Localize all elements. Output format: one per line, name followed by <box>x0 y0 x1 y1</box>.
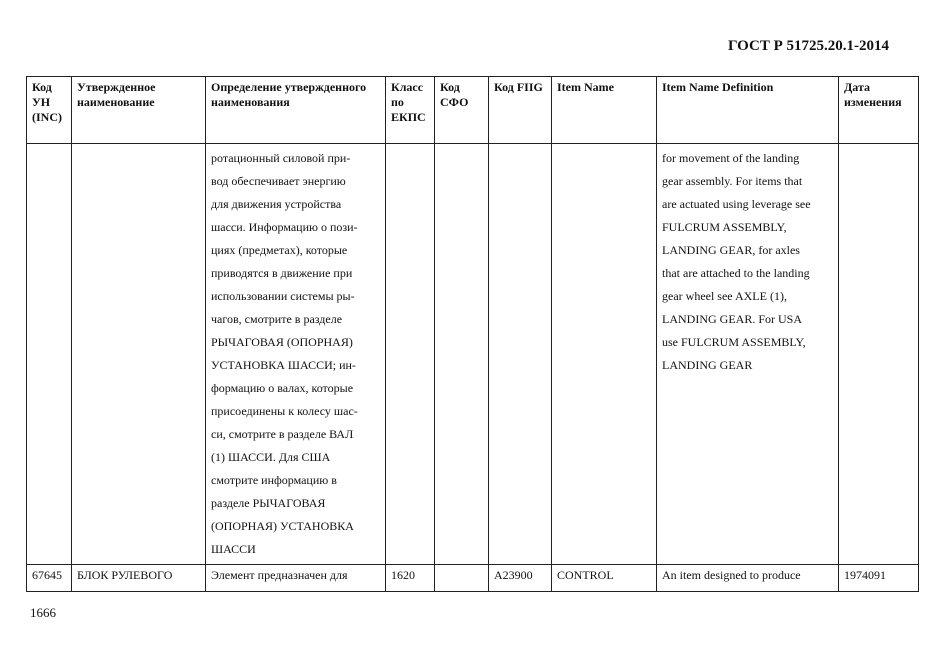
cell-item-name: CONTROL <box>552 565 657 592</box>
cell-item-name-definition: An item designed to produce <box>657 565 839 592</box>
text-line: FULCRUM ASSEMBLY, <box>662 220 787 234</box>
text-line: использовании системы ры- <box>211 289 355 303</box>
table-header-row <box>27 77 919 144</box>
header-item-name: Item Name <box>552 77 657 144</box>
text-line: РЫЧАГОВАЯ (ОПОРНАЯ) <box>211 335 353 349</box>
text-line: смотрите информацию в <box>211 473 337 487</box>
text-line: that are attached to the landing <box>662 266 810 280</box>
cell-change-date <box>839 144 919 565</box>
header-fiig: Код FIIG <box>489 77 552 144</box>
text-line: приводятся в движение при <box>211 266 353 280</box>
text-line: (ОПОРНАЯ) УСТАНОВКА <box>211 519 354 533</box>
text-line: разделе РЫЧАГОВАЯ <box>211 496 326 510</box>
header-sfo: Код СФО <box>435 77 489 144</box>
header-change-date: Дата изменения <box>839 77 919 144</box>
text-line: gear wheel see AXLE (1), <box>662 289 787 303</box>
cell-sfo <box>435 565 489 592</box>
text-line: (1) ШАССИ. Для США <box>211 450 331 464</box>
text-line: присоединены к колесу шас- <box>211 404 358 418</box>
cell-item-name <box>552 144 657 565</box>
text-line: для движения устройства <box>211 197 342 211</box>
cell-approved-name: БЛОК РУЛЕВОГО <box>72 565 206 592</box>
table-row <box>27 144 919 565</box>
cell-fiig <box>489 144 552 565</box>
text-line: вод обеспечивает энергию <box>211 174 346 188</box>
header-class: Класс по ЕКПС <box>386 77 435 144</box>
text-line: формацию о валах, которые <box>211 381 354 395</box>
text-line: LANDING GEAR <box>662 358 753 372</box>
text-line: for movement of the landing <box>662 151 800 165</box>
text-line: циях (предметах), которые <box>211 243 348 257</box>
cell-class: 1620 <box>386 565 435 592</box>
page-number: 1666 <box>30 605 56 620</box>
standard-header: ГОСТ Р 51725.20.1-2014 <box>727 38 889 54</box>
cell-item-name-definition <box>657 144 839 565</box>
text-line: use FULCRUM ASSEMBLY, <box>662 335 806 349</box>
definition-text <box>211 147 380 561</box>
cell-inc: 67645 <box>27 565 72 592</box>
text-line: си, смотрите в разделе ВАЛ <box>211 427 354 441</box>
header-definition: Определение утвержденного наименования <box>206 77 386 144</box>
text-line: LANDING GEAR. For USA <box>662 312 802 326</box>
text-line: УСТАНОВКА ШАССИ; ин- <box>211 358 356 372</box>
cell-definition <box>206 144 386 565</box>
cell-inc <box>27 144 72 565</box>
cell-approved-name <box>72 144 206 565</box>
table-row <box>27 565 919 592</box>
text-line: are actuated using leverage see <box>662 197 811 211</box>
nomenclature-table <box>26 76 919 592</box>
cell-fiig: A23900 <box>489 565 552 592</box>
text-line: gear assembly. For items that <box>662 174 803 188</box>
header-approved-name: Утвержденное наименование <box>72 77 206 144</box>
cell-class <box>386 144 435 565</box>
text-line: LANDING GEAR, for axles <box>662 243 800 257</box>
header-item-name-definition: Item Name Definition <box>657 77 839 144</box>
cell-change-date: 1974091 <box>839 565 919 592</box>
cell-sfo <box>435 144 489 565</box>
text-line: чагов, смотрите в разделе <box>211 312 343 326</box>
text-line: ШАССИ <box>211 542 256 556</box>
header-inc: Код УН (INC) <box>27 77 72 144</box>
text-line: шасси. Информацию о пози- <box>211 220 358 234</box>
text-line: ротационный силовой при- <box>211 151 351 165</box>
item-name-definition-text <box>662 147 833 377</box>
cell-definition: Элемент предназначен для <box>206 565 386 592</box>
